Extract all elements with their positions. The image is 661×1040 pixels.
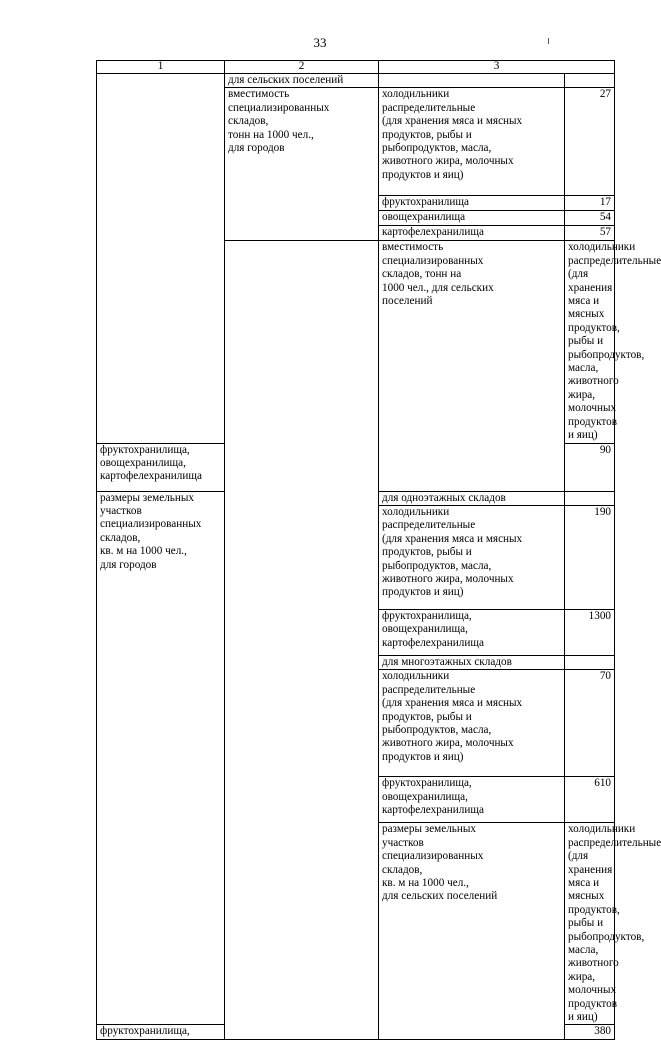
empty-cell — [565, 655, 615, 669]
storage-type: фруктохранилища, овощехранилища, картофелехранилища — [379, 777, 565, 823]
storage-type: холодильники распределительные (для хранения мяса и мясных продуктов, рыбы и рыбопродуктов, масла, животного жира, молочных продуктов и яиц) — [379, 505, 565, 609]
norm-value: 90 — [565, 443, 615, 491]
empty-cell — [565, 74, 615, 88]
storage-type: фруктохранилища, овощехранилища, картофелехранилища — [379, 609, 565, 655]
norm-value: 54 — [565, 211, 615, 226]
empty-cell — [379, 74, 565, 88]
indicator-label: вместимость специализированных складов, тонн на 1000 чел., для городов — [225, 88, 379, 241]
page-number: 33 — [313, 35, 327, 50]
indicator-label: вместимость специализированных складов, тонн на 1000 чел., для сельских поселений — [379, 241, 565, 491]
storage-type: фруктохранилища, — [97, 1025, 225, 1039]
margin-mark — [548, 38, 549, 44]
empty-cell — [565, 491, 615, 505]
storage-type: фруктохранилища — [379, 196, 565, 211]
norm-value: 1300 — [565, 609, 615, 655]
indicator-label: размеры земельных участков специализированных складов, кв. м на 1000 чел., для городов — [97, 491, 225, 1025]
table-header-row — [97, 61, 615, 74]
storage-type: фруктохранилища, овощехранилища, картофелехранилища — [97, 443, 225, 491]
norm-value: 380 — [565, 1025, 615, 1039]
section-cell-col1 — [225, 241, 379, 1039]
norms-table — [96, 60, 661, 1040]
norm-value: 57 — [565, 226, 615, 241]
storage-type: холодильники распределительные (для хранения мяса и мясных продуктов, рыбы и рыбопродуктов, масла, животного жира, молочных продуктов и яиц) — [379, 670, 565, 777]
table-row — [97, 74, 615, 88]
storage-type: картофелехранилища — [379, 226, 565, 241]
continued-label: для сельских поселений — [225, 74, 379, 88]
subsection-title: для многоэтажных складов — [379, 655, 565, 669]
column-header-2: 2 — [225, 61, 379, 74]
column-header-1: 1 — [97, 61, 225, 74]
norm-value: 70 — [565, 670, 615, 777]
norm-value: 27 — [565, 88, 615, 196]
storage-type: овощехранилища — [379, 211, 565, 226]
storage-type: холодильники распределительные (для хранения мяса и мясных продуктов, рыбы и рыбопродуктов, масла, животного жира, молочных продуктов и яиц) — [565, 241, 615, 443]
norm-value: 190 — [565, 505, 615, 609]
column-header-3: 3 — [379, 61, 615, 74]
norm-value: 610 — [565, 777, 615, 823]
subsection-title: для одноэтажных складов — [379, 491, 565, 505]
section-cell-col1 — [97, 74, 225, 444]
indicator-label: размеры земельных участков специализированных складов, кв. м на 1000 чел., для сельских поселений — [379, 823, 565, 1040]
storage-type: холодильники распределительные (для хранения мяса и мясных продуктов, рыбы и рыбопродуктов, масла, животного жира, молочных продуктов и яиц) — [565, 823, 615, 1025]
norm-value: 17 — [565, 196, 615, 211]
storage-type: холодильники распределительные (для хранения мяса и мясных продуктов, рыбы и рыбопродуктов, масла, животного жира, молочных продуктов и яиц) — [379, 88, 565, 196]
